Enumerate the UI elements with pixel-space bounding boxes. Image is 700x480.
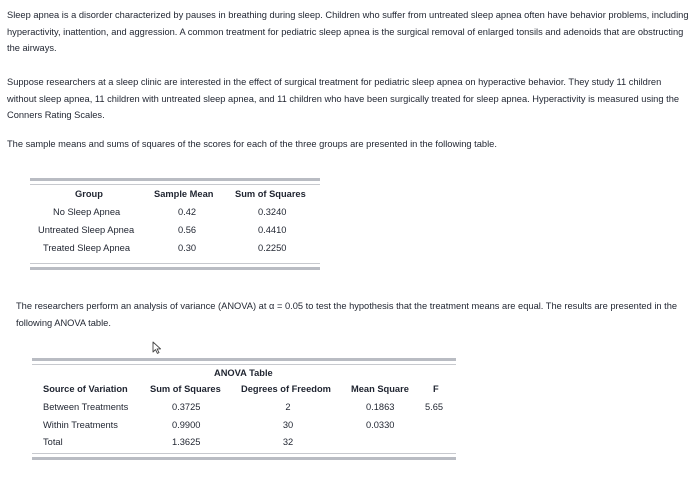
header-source: Source of Variation bbox=[43, 384, 128, 394]
anova-title: ANOVA Table bbox=[214, 368, 273, 378]
anova-bottom-rule bbox=[32, 457, 456, 460]
table-top-rule-inner bbox=[30, 184, 320, 185]
row-group-label: Untreated Sleep Apnea bbox=[38, 225, 135, 235]
row-group-label: No Sleep Apnea bbox=[53, 207, 121, 217]
table-top-rule bbox=[30, 178, 320, 181]
summary-table bbox=[30, 176, 320, 272]
row-ss-value: 0.3240 bbox=[258, 207, 287, 217]
row-mean-value: 0.30 bbox=[178, 243, 197, 253]
anova-intro-paragraph: The researchers perform an analysis of variance (ANOVA) at α = 0.05 to test the hypothesis that the treatment means are equal. The results are presented in the following ANOVA table. bbox=[16, 301, 678, 328]
anova-df-value: 30 bbox=[282, 420, 294, 430]
anova-bottom-rule-inner bbox=[32, 453, 456, 454]
row-ss-value: 0.2250 bbox=[258, 243, 287, 253]
row-group-label: Treated Sleep Apnea bbox=[43, 243, 131, 253]
anova-table bbox=[32, 352, 456, 464]
header-f: F bbox=[433, 384, 439, 394]
anova-source-label: Total bbox=[43, 437, 63, 447]
header-degrees-of-freedom: Degrees of Freedom bbox=[241, 384, 331, 394]
header-sample-mean: Sample Mean bbox=[154, 189, 214, 199]
header-sum-of-squares: Sum of Squares bbox=[235, 189, 306, 199]
row-ss-value: 0.4410 bbox=[258, 225, 287, 235]
table-intro-paragraph: The sample means and sums of squares of the scores for each of the three groups are presented in the following table. bbox=[7, 139, 497, 149]
anova-top-rule bbox=[32, 358, 456, 361]
row-mean-value: 0.56 bbox=[178, 225, 197, 235]
table-bottom-rule-inner bbox=[30, 263, 320, 264]
anova-ss-value: 1.3625 bbox=[172, 437, 201, 447]
anova-ss-value: 0.3725 bbox=[172, 402, 201, 412]
header-mean-square: Mean Square bbox=[351, 384, 409, 394]
study-paragraph: Suppose researchers at a sleep clinic are interested in the effect of surgical treatment for pediatric sleep apnea on hyperactive behavior. They study 11 children without sleep apnea, 11 children with untreated sleep apnea, and 11 children who have been surgically treated for sleep apnea. Hyperactivity is measured using the Conners Rating Scales. bbox=[7, 77, 680, 120]
table-bottom-rule bbox=[30, 267, 320, 270]
anova-top-rule-inner bbox=[32, 364, 456, 365]
anova-ms-value: 0.1863 bbox=[366, 402, 395, 412]
header-group: Group bbox=[75, 189, 103, 199]
row-mean-value: 0.42 bbox=[178, 207, 197, 217]
anova-source-label: Within Treatments bbox=[43, 420, 118, 430]
header-sum-of-squares: Sum of Squares bbox=[150, 384, 221, 394]
intro-paragraph: Sleep apnea is a disorder characterized by pauses in breathing during sleep. Children who suffer from untreated sleep apnea often have behavior problems, including hyperactivity, inattention, and aggression. A common treatment for pediatric sleep apnea is the surgical removal of enlarged tonsils and adenoids that are obstructing the airways. bbox=[7, 10, 689, 53]
anova-source-label: Between Treatments bbox=[43, 402, 129, 412]
anova-df-value: 32 bbox=[282, 437, 294, 447]
anova-ms-value: 0.0330 bbox=[366, 420, 395, 430]
anova-f-value: 5.65 bbox=[425, 402, 444, 412]
anova-df-value: 2 bbox=[285, 402, 291, 412]
anova-ss-value: 0.9900 bbox=[172, 420, 201, 430]
